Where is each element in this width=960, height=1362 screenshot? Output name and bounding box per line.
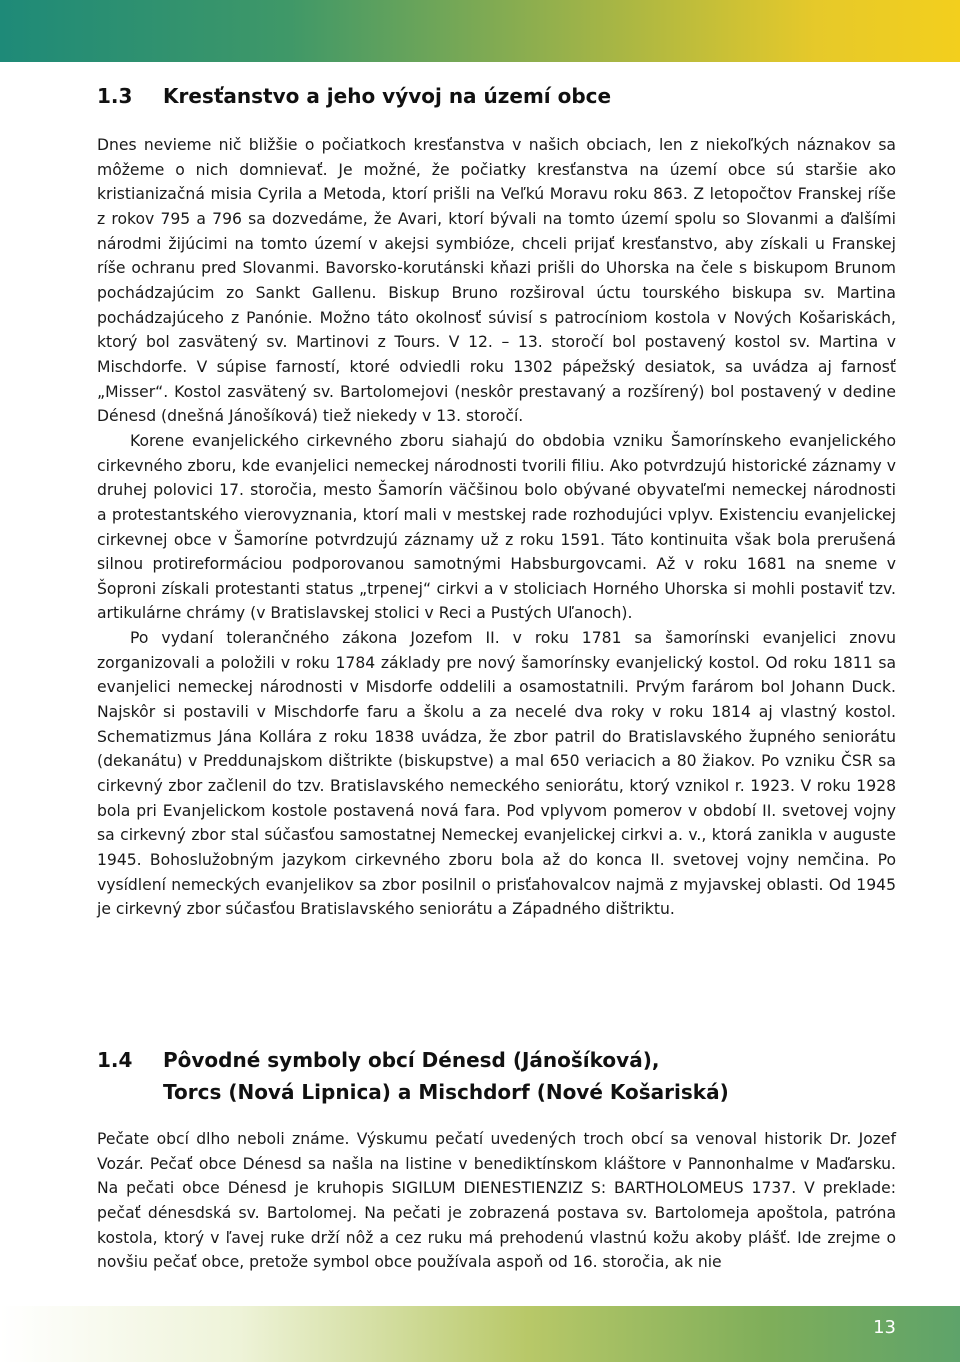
paragraph: Korene evanjelického cirkevného zboru siahajú do obdobia vzniku Šamorínskeho evanjelického cirkevného zboru, kde evanjelici nemeckej národnosti tvorili filiu. Ako potvrdzujú historické záznamy v druhej polovici 17. storočia, mesto Šamorín väčšinou bolo obývané obyvateľmi nemeckej národnosti a protestantského vierovyznania, ktorí mali v mestskej rade rozhodujúci vplyv. Existenciu evanjelickej cirkevnej obce v Šamoríne potvrdzujú záznamy už z roku 1591. Táto kontinuita však bola prerušená silnou protireformáciou podporovanou samotnými Habsburgovcami. Až v roku 1681 na sneme v Šoproni získali protestanti status „trpenej“ cirkvi a v stoliciach Horného Uhorska si mohli postaviť tzv. artikulárne chrámy (v Bratislavskej stolici v Reci a Pustých Uľanoch).	[97, 431, 896, 623]
section-1-3-body	[97, 133, 896, 922]
section-number: 1.3	[97, 84, 133, 108]
section-title-line-1: Pôvodné symboly obcí Dénesd (Jánošíková),	[163, 1048, 660, 1072]
section-heading-1-3	[97, 80, 611, 112]
section-title-line-2: Torcs (Nová Lipnica) a Mischdorf (Nové Košariská)	[163, 1080, 729, 1104]
top-color-band	[0, 0, 960, 62]
section-number: 1.4	[97, 1048, 133, 1072]
paragraph: Po vydaní tolerančného zákona Jozefom II. v roku 1781 sa šamorínski evanjelici znovu zorganizovali a položili v roku 1784 základy pre nový šamorínsky evanjelický kostol. Od roku 1811 sa evanjelici nemeckej národnosti v Misdorfe oddelili a osamostatnili. Prvým farárom bol Johann Duck. Najskôr si postavili v Mischdorfe faru a školu a za necelé dva roky v roku 1814 aj vlastný kostol. Schematizmus Jána Kollára z roku 1838 uvádza, že zbor patril do Bratislavského župného seniorátu (dekanátu) v Preddunajskom dištrikte (biskupstve) a mal 650 veriacich a 80 žiakov. Po vzniku ČSR sa cirkevný zbor začlenil do tzv. Bratislavského nemeckého seniorátu, ktorý vznikol r. 1923. V roku 1928 bola pri Evanjelickom kostole postavená nová fara. Pod vplyvom pomerov v období II. svetovej vojny sa cirkevný zbor stal súčasťou samostatnej Nemeckej evanjelickej cirkvi a. v., ktorá zanikla v auguste 1945. Bohoslužobným jazykom cirkevného zboru bola až do konca II. svetovej vojny nemčina. Po vysídlení nemeckých evanjelikov sa zbor posilnil o prisťahovalcov najmä z myjavskej oblasti. Od 1945 je cirkevný zbor súčasťou Bratislavského seniorátu a Západného dištriktu.	[97, 629, 896, 919]
section-1-4-body	[97, 1127, 896, 1275]
paragraph: Pečate obcí dlho neboli známe. Výskumu pečatí uvedených troch obcí sa venoval historik Dr. Jozef Vozár. Pečať obce Dénesd sa našla na listine v benediktínskom kláštore v Pannonhalme v Maďarsku. Na pečati obce Dénesd je kruhopis SIGILUM DIENESTIENZIZ S: BARTHOLOMEUS 1737. V preklade: pečať dénesdská sv. Bartolomej. Na pečati je zobrazená postava sv. Bartolomeja apoštola, patróna kostola, ktorý v ľavej ruke drží nôž a cez ruku má prehodenú vlastnú kožu akoby plášť. Ide zrejme o novšiu pečať obce, pretože symbol obce používala aspoň od 16. storočia, ak nie	[97, 1130, 896, 1272]
section-title: Kresťanstvo a jeho vývoj na území obce	[163, 84, 612, 108]
paragraph: Dnes nevieme nič bližšie o počiatkoch kresťanstva v našich obciach, len z niekoľkých náznakov sa môžeme o nich domnievať. Je možné, že počiatky kresťanstva na území obce sú staršie ako kristianizačná misia Cyrila a Metoda, ktorí prišli na Veľkú Moravu roku 863. Z letopočtov Franskej ríše z rokov 795 a 796 sa dozvedáme, že Avari, ktorí bývali na tomto území spolu so Slovanmi a ďalšími národmi žijúcimi na tomto území v akejsi symbióze, chceli prijať kresťanstvo, aby získali u Franskej ríše ochranu pred Slovanmi. Bavorsko-korutánski kňazi prišli do Uhorska na čele s biskupom Brunom pochádzajúcim zo Sankt Gallenu. Biskup Bruno rozširoval úctu tourského biskupa sv. Martina pochádzajúceho z Panónie. Možno táto okolnosť súvisí s patrocíniom kostola v Nových Košariskách, ktorý bol zasvätený sv. Martinovi z Tours. V 12. – 13. storočí bol postavený kostol sv. Martina v Mischdorfe. V súpise farností, ktoré odviedli roku 1302 pápežský desiatok, sa uvádza aj farnosť „Misser“. Kostol zasvätený sv. Bartolomejovi (neskôr prestavaný a rozšírený) bol postavený v dedine Dénesd (dnešná Jánošíková) tiež niekedy v 13. storočí.	[97, 136, 896, 426]
bottom-color-band	[0, 1306, 960, 1362]
page-number: 13	[873, 1317, 896, 1338]
section-heading-1-4	[97, 1044, 729, 1108]
